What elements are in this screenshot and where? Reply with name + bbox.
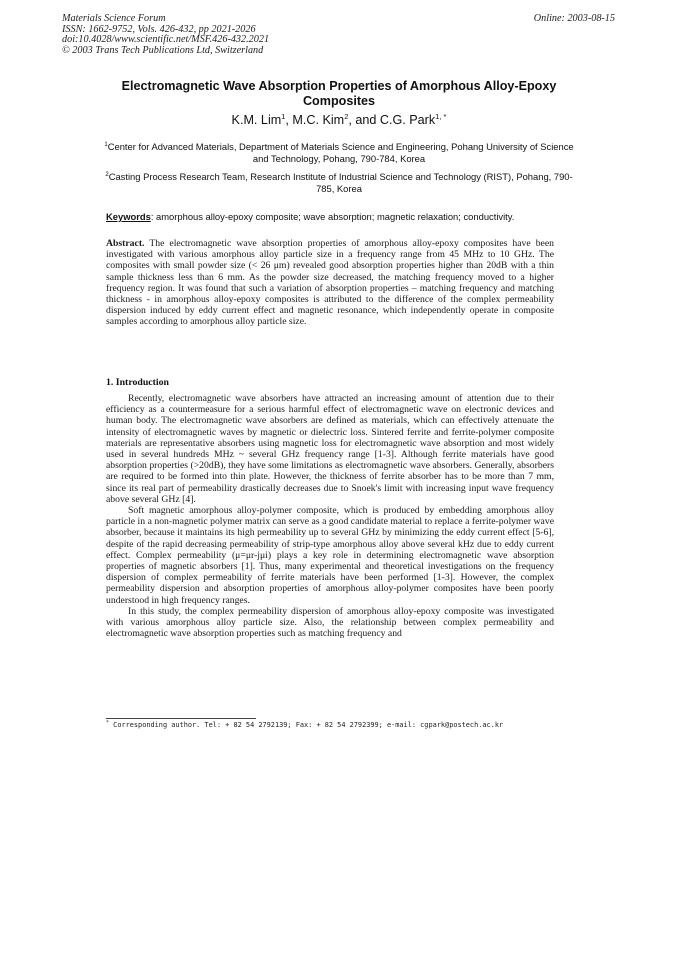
doi-line: doi:10.4028/www.scientific.net/MSF.426-432.2021 (62, 34, 270, 46)
paragraph: In this study, the complex permeability dispersion of amorphous alloy-epoxy composite was investigated with various amorphous alloy particle size. Also, the relationship between complex permeability and electromagnetic wave absorption properties such as matching frequency and (106, 605, 554, 640)
abstract-label: Abstract. (106, 238, 145, 249)
affiliation (100, 171, 578, 194)
affiliation-text: Center for Advanced Materials, Department of Materials Science and Engineering, Pohang University of Science and Technology, Pohang, 790-784, Korea (107, 141, 574, 164)
author-affiliation-mark: 2 (344, 112, 349, 121)
affiliation-mark: 1 (104, 142, 108, 148)
abstract (106, 238, 554, 328)
section-heading: 1. Introduction (106, 377, 169, 388)
author-list (90, 113, 588, 127)
online-date: Online: 2003-08-15 (533, 13, 615, 24)
footnote-text: Corresponding author. Tel: + 82 54 2792139; Fax: + 82 54 2792399; e-mail: cgpark@postech.ac.kr (109, 721, 504, 729)
author-name: K.M. Lim (231, 113, 282, 127)
abstract-text: The electromagnetic wave absorption properties of amorphous alloy-epoxy composites have been investigated with various amorphous alloy particle size in a frequency range from 45 MHz to 10 GHz. The composites with small powder size (< 26 μm) revealed good absorption properties higher than 20dB with a thin sample thickness less than 6 mm. As the powder size decreased, the matching frequency moved to a higher frequency region. It was found that such a variation of absorption properties – matching frequency and matching thickness - in amorphous alloy-epoxy composites is attributed to the difference of the complex permeability dispersion induced by eddy current effect and magnetic resonance, which independently operate in composite samples according to amorphous alloy particle size. (106, 238, 555, 328)
keywords-colon: : (150, 211, 157, 222)
author-separator: , (285, 113, 293, 127)
paper-title: Electromagnetic Wave Absorption Properties of Amorphous Alloy-Epoxy Composites (121, 79, 557, 108)
footnote-mark: * (106, 720, 110, 726)
author-separator: , and (348, 113, 380, 127)
paragraph: Soft magnetic amorphous alloy-polymer composite, which is produced by embedding amorphous alloy particle in a non-magnetic polymer matrix can serve as a good candidate material to replace a ferrite-polymer wave absorber, because it maintains its high permeability up to several GHz by minimizing the eddy current effect [5-6], despite of the rapid decreasing permeability of strip-type amorphous alloy above several kHz due to eddy current effect. Complex permeability (μ=μr-jμi) plays a key role in determining electromagnetic wave absorption properties of magnetic absorbers [1]. Thus, many experimental and theoretical investigations on the frequency dispersion of complex permeability of ferrite materials have been performed [1-3]. However, the complex permeability dispersion and absorption properties of amorphous alloy-polymer composites have been poorly understood in high frequency ranges. (106, 505, 554, 606)
footnote-divider (106, 718, 256, 719)
copyright-line: © 2003 Trans Tech Publications Ltd, Switzerland (62, 44, 264, 56)
introduction-body (106, 393, 554, 639)
author-affiliation-mark: 1 (281, 112, 286, 121)
keywords-line (106, 211, 576, 222)
paragraph: Recently, electromagnetic wave absorbers have attracted an increasing amount of attention due to their efficiency as a countermeasure for a serious harmful effect of electromagnetic wave on electronic devices and human body. The electromagnetic wave absorbers are defined as materials, which can effectively attenuate the intensity of electromagnetic waves by magnetic or dielectric loss. Sintered ferrite and ferrite-polymer composite materials are representative absorbers using magnetic loss for electromagnetic wave absorption and most widely used in several hundreds MHz ~ several GHz frequency range [1-3]. Although ferrite materials have good absorption properties (>20dB), they have some limitations as electromagnetic wave absorbers. Generally, absorbers are required to be formed into thin plate. However, the thickness of ferrite absorber has to be more than 7 mm, since its real part of permeability drastically decreases due to Snoek's limit with increasing input wave frequency above several GHz [4]. (106, 393, 554, 505)
footnote (106, 721, 576, 729)
author-name: C.G. Park (379, 113, 436, 127)
affiliation-text: Casting Process Research Team, Research Institute of Industrial Science and Technology (RIST), Pohang, 790-785, Korea (108, 171, 573, 194)
issn-line: ISSN: 1662-9752, Vols. 426-432, pp 2021-2026 (62, 23, 256, 35)
affiliation (100, 141, 578, 164)
keywords-text: amorphous alloy-epoxy composite; wave absorption; magnetic relaxation; conductivity. (156, 211, 515, 222)
journal-name: Materials Science Forum (62, 13, 166, 24)
affiliation-mark: 2 (105, 172, 109, 178)
author-name: M.C. Kim (292, 113, 345, 127)
keywords-label: Keywords (106, 211, 151, 222)
author-affiliation-mark: 1, * (435, 112, 447, 121)
journal-header (62, 14, 269, 56)
